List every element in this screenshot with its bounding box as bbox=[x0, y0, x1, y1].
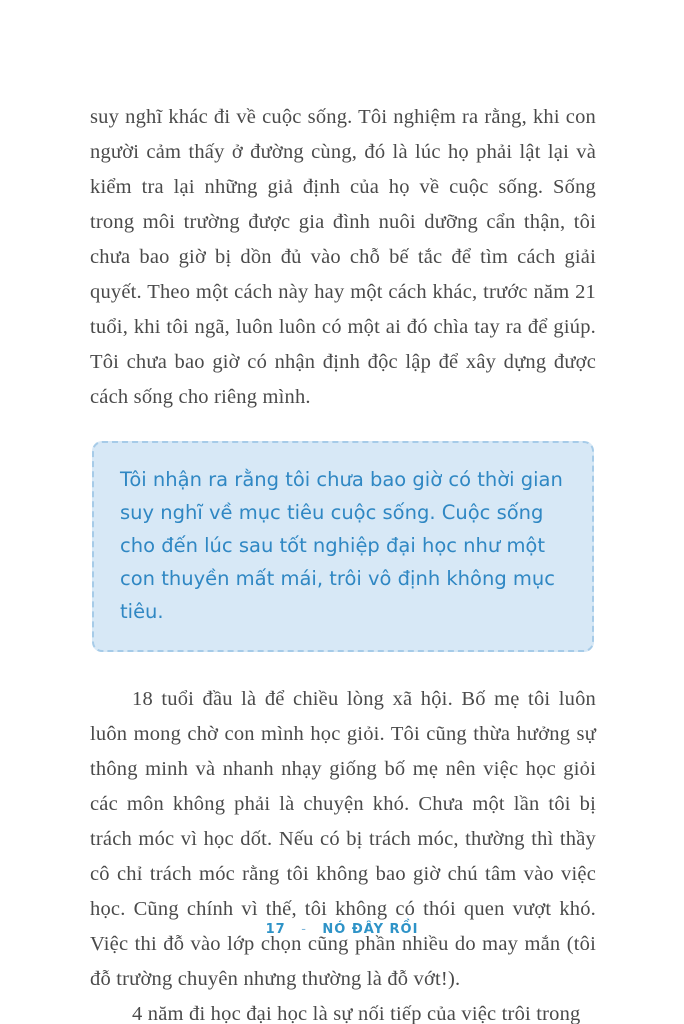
book-title: NÓ ĐÂY RỒI bbox=[322, 922, 419, 937]
footer-separator: - bbox=[301, 922, 307, 937]
callout-text: Tôi nhận ra rằng tôi chưa bao giờ có thời gian suy nghĩ về mục tiêu cuộc sống. Cuộc sống cho đến lúc sau tốt nghiệp đại học như một con thuyền mất mái, trôi vô định không mục tiêu. bbox=[120, 468, 563, 623]
paragraph-two: 18 tuổi đầu là để chiều lòng xã hội. Bố mẹ tôi luôn luôn mong chờ con mình học giỏi. Tôi cũng thừa hưởng sự thông minh và nhanh nhạy giống bố mẹ nên việc học giỏi các môn không phải là chuyện khó. Chưa một lần tôi bị trách móc vì học dốt. Nếu có bị trách móc, thường thì thầy cô chỉ trách móc rằng tôi không bao giờ chú tâm vào việc học. Cũng chính vì thế, tôi không có thói quen vượt khó. Việc thi đỗ vào lớp chọn cũng phần nhiều do may mắn (tôi đỗ trường chuyên nhưng thường là đỗ vớt!). bbox=[90, 688, 596, 990]
page-content bbox=[90, 100, 596, 1024]
page-number: 17 bbox=[265, 922, 286, 937]
callout-box bbox=[92, 441, 594, 652]
paragraph-continuation: suy nghĩ khác đi về cuộc sống. Tôi nghiệm ra rằng, khi con người cảm thấy ở đường cùng, đó là lúc họ phải lật lại và kiểm tra lại những giả định của họ về cuộc sống. Sống trong môi trường được gia đình nuôi dưỡng cẩn thận, tôi chưa bao giờ bị dồn đủ vào chỗ bế tắc để tìm cách giải quyết. Theo một cách này hay một cách khác, trước năm 21 tuổi, khi tôi ngã, luôn luôn có một ai đó chìa tay ra để giúp. Tôi chưa bao giờ có nhận định độc lập để xây dựng được cách sống cho riêng mình. bbox=[90, 106, 596, 408]
paragraph-three: 4 năm đi học đại học là sự nối tiếp của việc trôi trong bbox=[132, 1003, 581, 1024]
page-footer bbox=[0, 922, 684, 937]
